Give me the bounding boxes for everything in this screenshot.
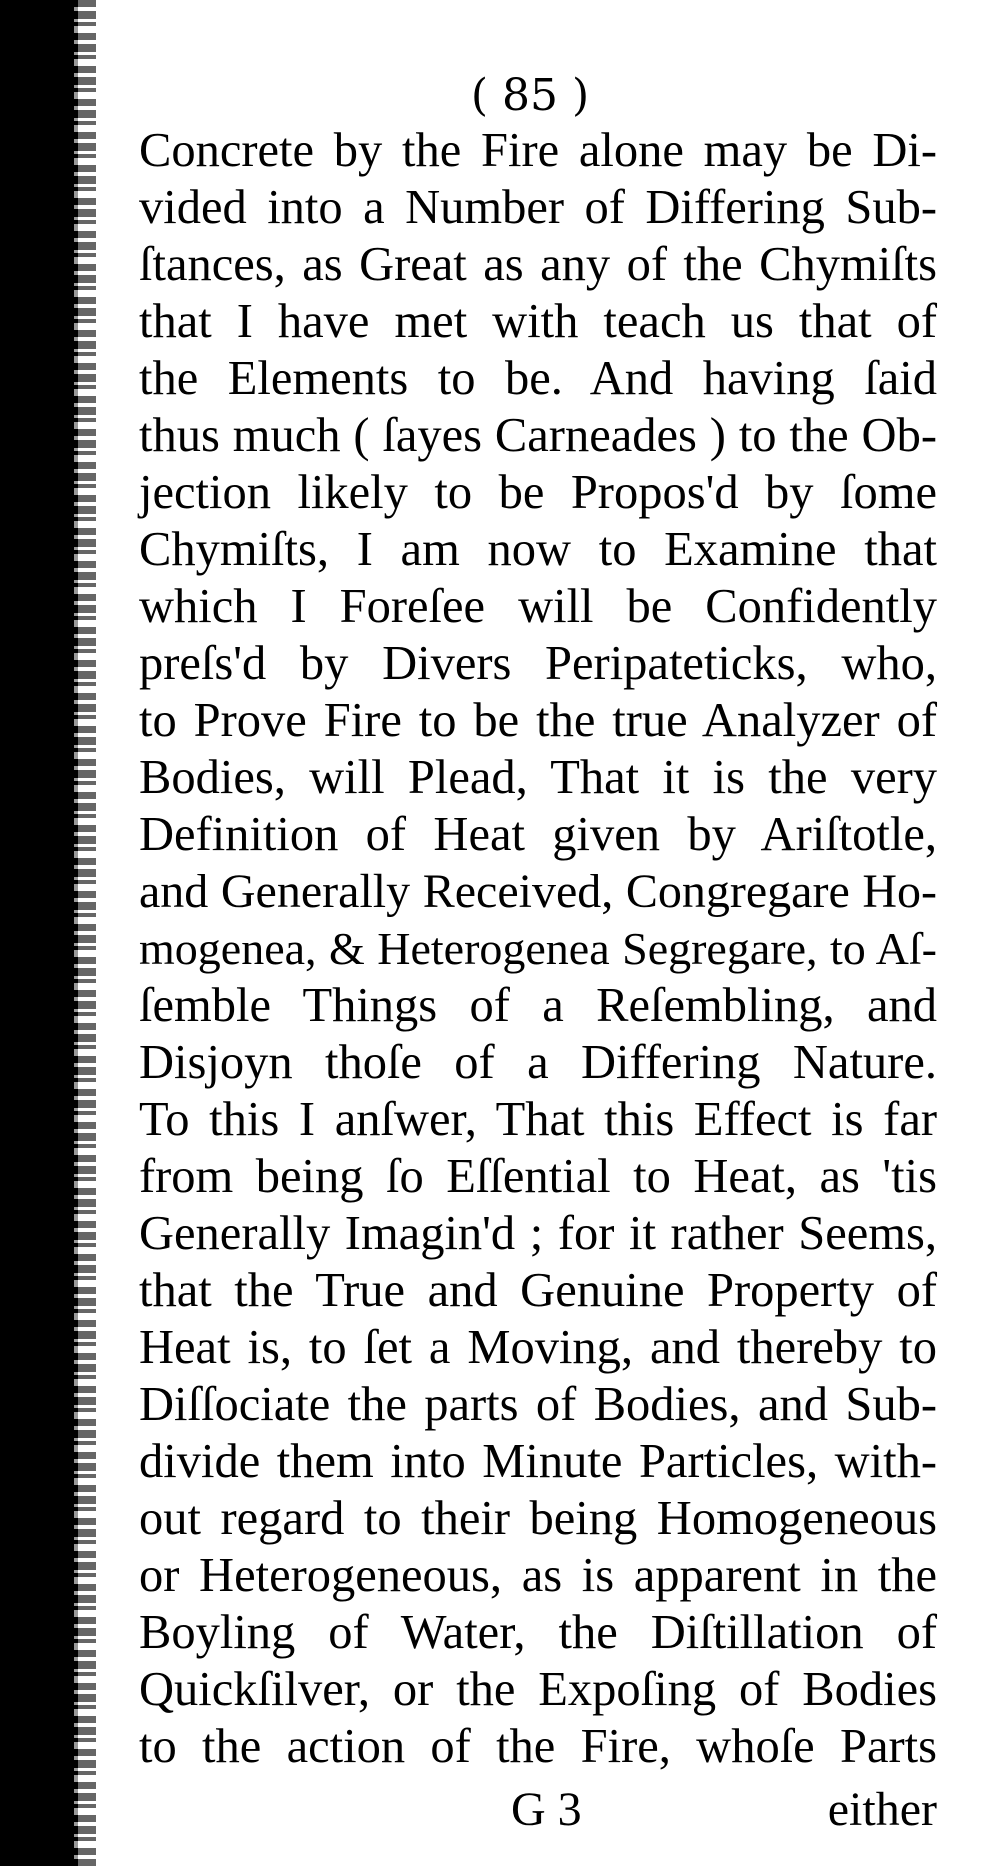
text-line: mogenea, & Heterogenea Segregare, to Aſ- [139, 923, 937, 974]
text-line: from being ſo Eſſential to Heat, as 'tis [139, 1150, 937, 1203]
text-line: vided into a Number of Differing Sub- [139, 181, 937, 234]
text-line: divide them into Minute Particles, with- [139, 1435, 937, 1488]
text-line: Disjoyn thoſe of a Differing Nature. [139, 1036, 937, 1089]
text-line: to Prove Fire to be the true Analyzer of [139, 694, 937, 747]
text-line: Boyling of Water, the Diſtillation of [139, 1606, 937, 1659]
text-line: which I Foreſee will be Confidently [139, 580, 937, 633]
page-footer [139, 1780, 937, 1840]
text-line: or Heterogeneous, as is apparent in the [139, 1549, 937, 1602]
text-line: To this I anſwer, That this Effect is far [139, 1093, 937, 1146]
text-line: Quickſilver, or the Expoſing of Bodies [139, 1663, 937, 1716]
text-line: Diſſociate the parts of Bodies, and Sub- [139, 1378, 937, 1431]
text-line: and Generally Received, Congregare Ho- [139, 865, 937, 918]
signature-mark: G 3 [511, 1783, 582, 1836]
body-text [139, 122, 937, 1775]
text-line: to the action of the Fire, whoſe Parts [139, 1720, 937, 1773]
text-line: thus much ( ſayes Carneades ) to the Ob- [139, 409, 937, 462]
text-line: preſs'd by Divers Peripateticks, who, [139, 637, 937, 690]
text-line: Definition of Heat given by Ariſtotle, [139, 808, 937, 861]
text-line: Bodies, will Plead, That it is the very [139, 751, 937, 804]
text-line: the Elements to be. And having ſaid [139, 352, 937, 405]
text-line: Heat is, to ſet a Moving, and thereby to [139, 1321, 937, 1374]
text-line: out regard to their being Homogeneous [139, 1492, 937, 1545]
page-edge-texture [74, 0, 96, 1866]
text-line: ſemble Things of a Reſembling, and [139, 979, 937, 1032]
text-line: that I have met with teach us that of [139, 295, 937, 348]
text-line: that the True and Genuine Property of [139, 1264, 937, 1317]
page-number: ( 85 ) [470, 70, 590, 121]
text-line: Generally Imagin'd ; for it rather Seems, [139, 1207, 937, 1260]
text-line: jection likely to be Propos'd by ſome [139, 466, 937, 519]
catchword: either [827, 1783, 937, 1836]
book-gutter-shadow [0, 0, 78, 1866]
text-line: ſtances, as Great as any of the Chymiſts [139, 238, 937, 291]
text-line: Chymiſts, I am now to Examine that [139, 523, 937, 576]
text-line: Concrete by the Fire alone may be Di- [139, 124, 937, 177]
